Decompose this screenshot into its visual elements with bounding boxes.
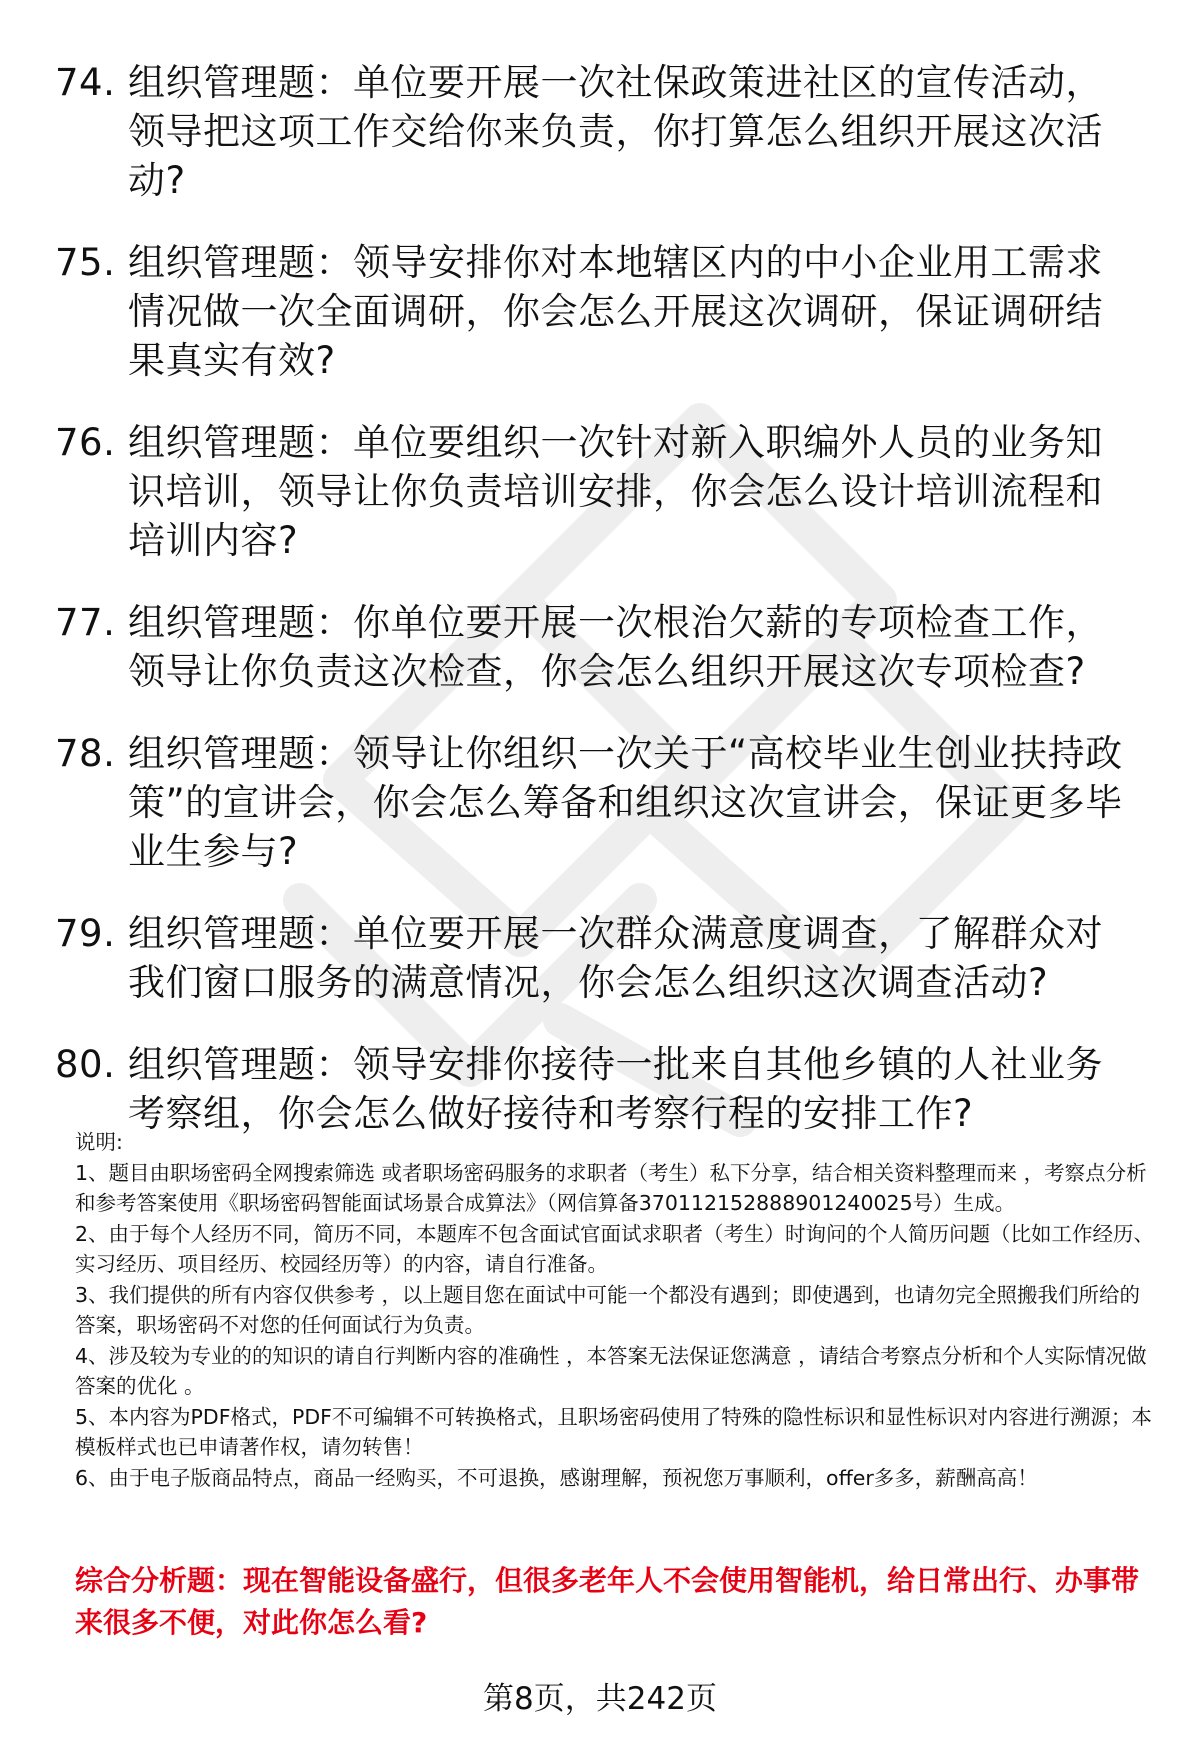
question-text: 组织管理题：你单位要开展一次根治欠薪的专项检查工作，领导让你负责这次检查，你会怎么组织开展这次专项检查? bbox=[128, 601, 1103, 693]
question-number: 79. bbox=[55, 912, 116, 955]
question-text: 组织管理题：单位要组织一次针对新入职编外人员的业务知识培训，领导让你负责培训安排，你会怎么设计培训流程和培训内容? bbox=[128, 421, 1103, 562]
note-item: 4、涉及较为专业的的知识的请自行判断内容的准确性 ，本答案无法保证您满意 ，请结合考察点分析和个人实际情况做答案的优化 。 bbox=[75, 1343, 1147, 1398]
question-number: 78. bbox=[55, 732, 116, 775]
note-item: 5、本内容为PDF格式，PDF不可编辑不可转换格式，且职场密码使用了特殊的隐性标识和显性标识对内容进行溯源；本模板样式也已申请著作权，请勿转售！ bbox=[75, 1404, 1152, 1459]
question-item bbox=[55, 598, 1155, 696]
note-item: 1、题目由职场密码全网搜索筛选 或者职场密码服务的求职者（考生）私下分享，结合相关资料整理而来 ，考察点分析和参考答案使用《职场密码智能面试场景合成算法》（网信算备370112152888901240025号）生成。 bbox=[75, 1160, 1147, 1215]
notes-section bbox=[75, 1127, 1155, 1493]
question-item bbox=[55, 58, 1155, 205]
question-item bbox=[55, 1040, 1155, 1138]
question-item bbox=[55, 909, 1155, 1007]
question-number: 77. bbox=[55, 601, 116, 644]
question-text: 组织管理题：单位要开展一次社保政策进社区的宣传活动，领导把这项工作交给你来负责，你打算怎么组织开展这次活动? bbox=[128, 61, 1103, 202]
question-text: 组织管理题：单位要开展一次群众满意度调查，了解群众对我们窗口服务的满意情况，你会怎么组织这次调查活动? bbox=[128, 912, 1103, 1004]
question-item bbox=[55, 418, 1155, 565]
question-list bbox=[55, 58, 1155, 1171]
note-item: 3、我们提供的所有内容仅供参考 ，以上题目您在面试中可能一个都没有遇到；即使遇到，也请勿完全照搬我们所给的答案，职场密码不对您的任何面试行为负责。 bbox=[75, 1282, 1141, 1337]
question-number: 76. bbox=[55, 421, 116, 464]
question-text: 组织管理题：领导安排你接待一批来自其他乡镇的人社业务考察组，你会怎么做好接待和考察行程的安排工作? bbox=[128, 1043, 1103, 1135]
page-number: 第8页，共242页 bbox=[483, 1681, 717, 1717]
question-number: 80. bbox=[55, 1043, 116, 1086]
question-number: 75. bbox=[55, 241, 116, 284]
note-item: 2、由于每个人经历不同，简历不同，本题库不包含面试官面试求职者（考生）时询问的个人简历问题（比如工作经历、实习经历、项目经历、校园经历等）的内容，请自行准备。 bbox=[75, 1221, 1155, 1276]
notes-title: 说明: bbox=[75, 1130, 123, 1154]
question-item bbox=[55, 729, 1155, 876]
note-item: 6、由于电子版商品特点，商品一经购买，不可退换，感谢理解，预祝您万事顺利，offer多多，薪酬高高！ bbox=[75, 1465, 1038, 1490]
question-item bbox=[55, 238, 1155, 385]
highlighted-question: 综合分析题：现在智能设备盛行，但很多老年人不会使用智能机，给日常出行、办事带来很多不便，对此你怎么看? bbox=[75, 1564, 1140, 1639]
question-number: 74. bbox=[55, 61, 116, 104]
question-text: 组织管理题：领导安排你对本地辖区内的中小企业用工需求情况做一次全面调研，你会怎么开展这次调研，保证调研结果真实有效? bbox=[128, 241, 1103, 382]
question-text: 组织管理题：领导让你组织一次关于“高校毕业生创业扶持政策”的宣讲会，你会怎么筹备和组织这次宣讲会，保证更多毕业生参与? bbox=[128, 732, 1123, 873]
